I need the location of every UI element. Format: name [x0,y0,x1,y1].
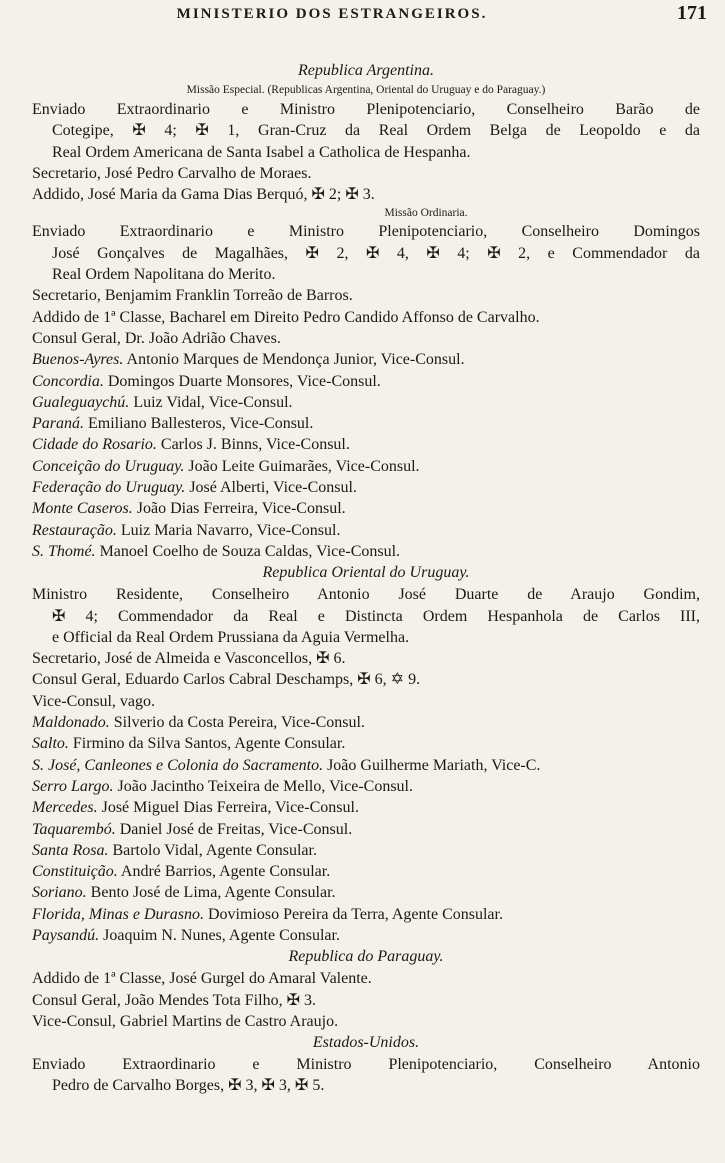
place-name: Conceição do Uruguay. [32,457,185,475]
consulate-entry [32,904,700,925]
consulate-text: Bento José de Lima, Agente Consular. [90,884,336,902]
place-name: Cidade do Rosario. [32,436,157,454]
consulate-entry [32,819,700,840]
place-name: Paraná. [32,415,84,433]
place-name: Restauração. [32,521,117,539]
entry-line: Consul Geral, Eduardo Carlos Cabral Deschamps, ✠ 6, ✡ 9. [32,671,421,689]
consulate-list-argentina [32,349,700,562]
consulate-text: Daniel José de Freitas, Vice-Consul. [119,820,353,838]
entry-line: Secretario, José Pedro Carvalho de Moraes. [32,164,312,182]
consulate-entry [32,477,700,498]
entry-line: Vice-Consul, vago. [32,692,156,710]
place-name: Constituição. [32,863,118,881]
entry-line: Cotegipe, ✠ 4; ✠ 1, Gran-Cruz da Real Ordem Belga de Leopoldo e da [52,122,700,140]
consulate-text: Luiz Maria Navarro, Vice-Consul. [120,521,341,539]
entry-line: Addido de 1ª Classe, Bacharel em Direito Pedro Candido Affonso de Carvalho. [32,308,540,326]
place-name: S. Thomé. [32,542,96,560]
consulate-text: Manoel Coelho de Souza Caldas, Vice-Consul. [99,542,401,560]
entry-line: Enviado Extraordinario e Ministro Plenipotenciario, Conselheiro Antonio [32,1056,700,1074]
place-name: Maldonado. [32,714,110,732]
consulate-entry [32,498,700,519]
consulate-text: João Dias Ferreira, Vice-Consul. [136,500,346,518]
consulate-entry [32,861,700,882]
entry-line: Addido de 1ª Classe, José Gurgel do Amaral Valente. [32,970,372,988]
consulate-text: João Jacintho Teixeira de Mello, Vice-Consul. [117,777,413,795]
consulate-text: Carlos J. Binns, Vice-Consul. [160,436,350,454]
page-body [32,58,700,1097]
section-heading-usa: Estados-Unidos. [312,1034,420,1052]
entry-line: Enviado Extraordinario e Ministro Plenipotenciario, Conselheiro Barão de [32,101,700,118]
entry-line: Consul Geral, João Mendes Tota Filho, ✠ 3. [32,991,316,1009]
place-name: Soriano. [32,884,87,902]
consulate-text: José Alberti, Vice-Consul. [189,479,357,497]
running-title: MINISTERIO DOS ESTRANGEIROS. [176,6,488,22]
entry-line: Secretario, José de Almeida e Vasconcellos, ✠ 6. [32,650,346,668]
place-name: Paysandú. [32,926,100,944]
consulate-text: Dovimioso Pereira da Terra, Agente Consular. [208,905,503,923]
place-name: Taquarembó. [32,820,116,838]
place-name: Buenos-Ayres. [32,351,124,369]
section-heading-argentina: Republica Argentina. [298,62,434,79]
consulate-entry [32,712,700,733]
place-name: Salto. [32,735,69,753]
place-name: Serro Largo. [32,777,114,795]
consulate-entry [32,349,700,370]
entry-line: Addido, José Maria da Gama Dias Berquó, ✠ 2; ✠ 3. [32,186,375,204]
place-name: Concordia. [32,372,104,390]
section-heading-uruguay: Republica Oriental do Uruguay. [262,564,470,582]
consulate-text: João Leite Guimarães, Vice-Consul. [188,457,420,475]
entry-line: Vice-Consul, Gabriel Martins de Castro Araujo. [32,1012,339,1030]
consulate-entry [32,925,700,946]
entry-line: José Gonçalves de Magalhães, ✠ 2, ✠ 4, ✠ 4; ✠ 2, e Commendador da [52,244,700,262]
consulate-entry [32,434,700,455]
consulate-entry [32,776,700,797]
consulate-text: Domingos Duarte Monsores, Vice-Consul. [107,372,381,390]
consulate-entry [32,392,700,413]
entry-line: e Official da Real Ordem Prussiana da Aguia Vermelha. [52,628,410,646]
consulate-text: Bartolo Vidal, Agente Consular. [112,841,317,859]
entry-line: Consul Geral, Dr. João Adrião Chaves. [32,329,281,347]
consulate-entry [32,797,700,818]
page-number: 171 [677,2,707,24]
consulate-entry [32,755,700,776]
section-heading-paraguay: Republica do Paraguay. [288,948,444,966]
mission-subheading: Missão Especial. (Republicas Argentina, Oriental do Uruguay e do Paraguay.) [186,84,546,96]
entry-line: Ministro Residente, Conselheiro Antonio José Duarte de Araujo Gondim, [32,586,700,604]
entry-line: Secretario, Benjamim Franklin Torreão de Barros. [32,287,353,305]
consulate-entry [32,371,700,392]
consulate-entry [32,733,700,754]
entry-line: Enviado Extraordinario e Ministro Plenipotenciario, Conselheiro Domingos [32,223,700,241]
consulate-text: José Miguel Dias Ferreira, Vice-Consul. [101,799,359,817]
consulate-text: André Barrios, Agente Consular. [120,863,331,881]
consulate-entry [32,882,700,903]
consulate-entry [32,840,700,861]
place-name: Mercedes. [32,799,98,817]
consulate-entry [32,520,700,541]
place-name: Federação do Uruguay. [32,479,186,497]
consulate-text: Joaquim N. Nunes, Agente Consular. [103,926,340,944]
consulate-entry [32,541,700,562]
place-name: S. José, Canleones e Colonia do Sacramento. [32,756,324,774]
consulate-text: Antonio Marques de Mendonça Junior, Vice-Consul. [126,351,465,369]
consulate-text: Firmino da Silva Santos, Agente Consular. [72,735,346,753]
consulate-text: Emiliano Ballesteros, Vice-Consul. [88,415,314,433]
place-name: Gualeguaychú. [32,393,130,411]
consulate-text: Silverio da Costa Pereira, Vice-Consul. [113,714,365,732]
entry-line: Real Ordem Napolitana do Merito. [52,266,276,284]
consulate-text: Luiz Vidal, Vice-Consul. [133,393,293,411]
entry-line: Real Ordem Americana de Santa Isabel a Catholica de Hespanha. [52,143,471,161]
consulate-entry [32,456,700,477]
place-name: Santa Rosa. [32,841,109,859]
consulate-text: João Guilherme Mariath, Vice-C. [327,756,541,774]
consulate-list-uruguay [32,712,700,946]
consulate-entry [32,413,700,434]
mission-subheading: Missão Ordinaria. [384,207,468,220]
place-name: Florida, Minas e Durasno. [32,905,204,923]
place-name: Monte Caseros. [32,500,133,518]
running-header [0,0,725,30]
entry-line: ✠ 4; Commendador da Real e Distincta Ordem Hespanhola de Carlos III, [52,607,700,625]
entry-line: Pedro de Carvalho Borges, ✠ 3, ✠ 3, ✠ 5. [52,1077,325,1095]
